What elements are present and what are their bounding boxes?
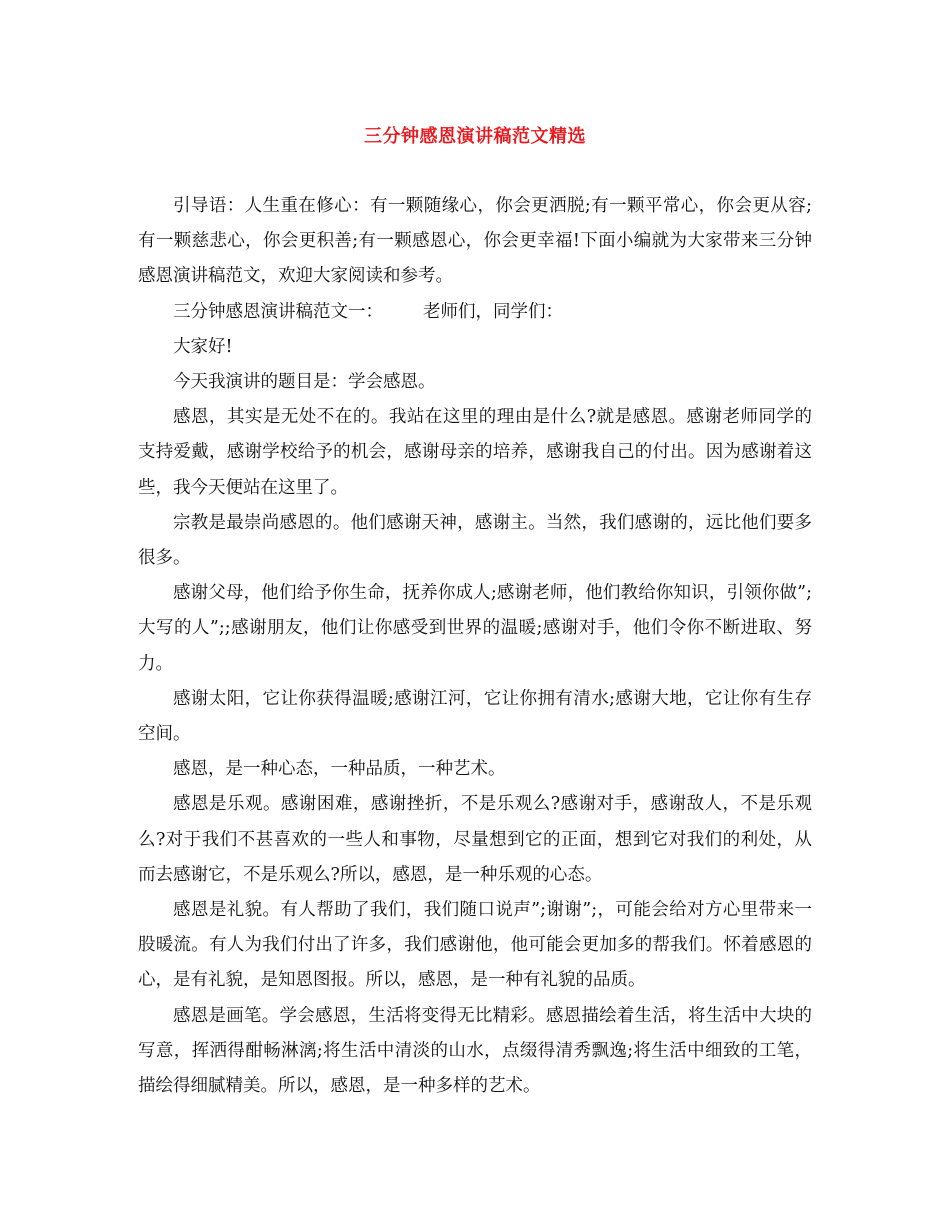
salutation: 老师们，同学们： — [423, 301, 563, 322]
paragraph: 感恩是礼貌。有人帮助了我们，我们随口说声”;谢谢”;，可能会给对方心里带来一股暖流。有人为我们付出了许多，我们感谢他，他可能会更加多的帮我们。怀着感恩的心，是有礼貌，是知恩图报。所以，感恩，是一种有礼貌的品质。 — [138, 900, 812, 991]
document-title: 三分钟感恩演讲稿范文精选 — [364, 126, 586, 147]
paragraph: 感恩，是一种心态，一种品质，一种艺术。 — [173, 759, 506, 780]
paragraph: 感恩是乐观。感谢困难，感谢挫折，不是乐观么?感谢对手，感谢敌人，不是乐观么?对于我们不甚喜欢的一些人和事物，尽量想到它的正面，想到它对我们的利处，从而去感谢它，不是乐观么?所以，感恩，是一种乐观的心态。 — [138, 794, 812, 885]
section-heading-line — [138, 295, 812, 330]
paragraph: 今天我演讲的题目是：学会感恩。 — [173, 372, 436, 393]
paragraph: 感谢太阳，它让你获得温暖;感谢江河，它让你拥有清水;感谢大地，它让你有生存空间。 — [138, 688, 812, 745]
paragraph: 感谢父母，他们给予你生命，抚养你成人;感谢老师，他们教给你知识，引领你做”;大写的人”;;感谢朋友，他们让你感受到世界的温暖;感谢对手，他们令你不断进取、努力。 — [138, 583, 812, 674]
section-heading: 三分钟感恩演讲稿范文一： — [173, 301, 383, 322]
paragraph: 感恩是画笔。学会感恩，生活将变得无比精彩。感恩描绘着生活，将生活中大块的写意，挥洒得酣畅淋漓;将生活中清淡的山水，点缀得清秀飘逸;将生活中细致的工笔，描绘得细腻精美。所以，感恩，是一种多样的艺术。 — [138, 1005, 812, 1097]
greeting: 大家好! — [173, 336, 233, 357]
document-body — [138, 189, 812, 1104]
paragraph: 宗教是最崇尚感恩的。他们感谢天神，感谢主。当然，我们感谢的，远比他们要多很多。 — [138, 512, 812, 569]
paragraph: 感恩，其实是无处不在的。我站在这里的理由是什么?就是感恩。感谢老师同学的支持爱戴，感谢学校给予的机会，感谢母亲的培养，感谢我自己的付出。因为感谢着这些，我今天便站在这里了。 — [138, 407, 812, 498]
intro-paragraph: 引导语：人生重在修心：有一颗随缘心，你会更洒脱;有一颗平常心，你会更从容;有一颗慈悲心，你会更积善;有一颗感恩心，你会更幸福!下面小编就为大家带来三分钟感恩演讲稿范文，欢迎大家阅读和参考。 — [138, 196, 812, 287]
